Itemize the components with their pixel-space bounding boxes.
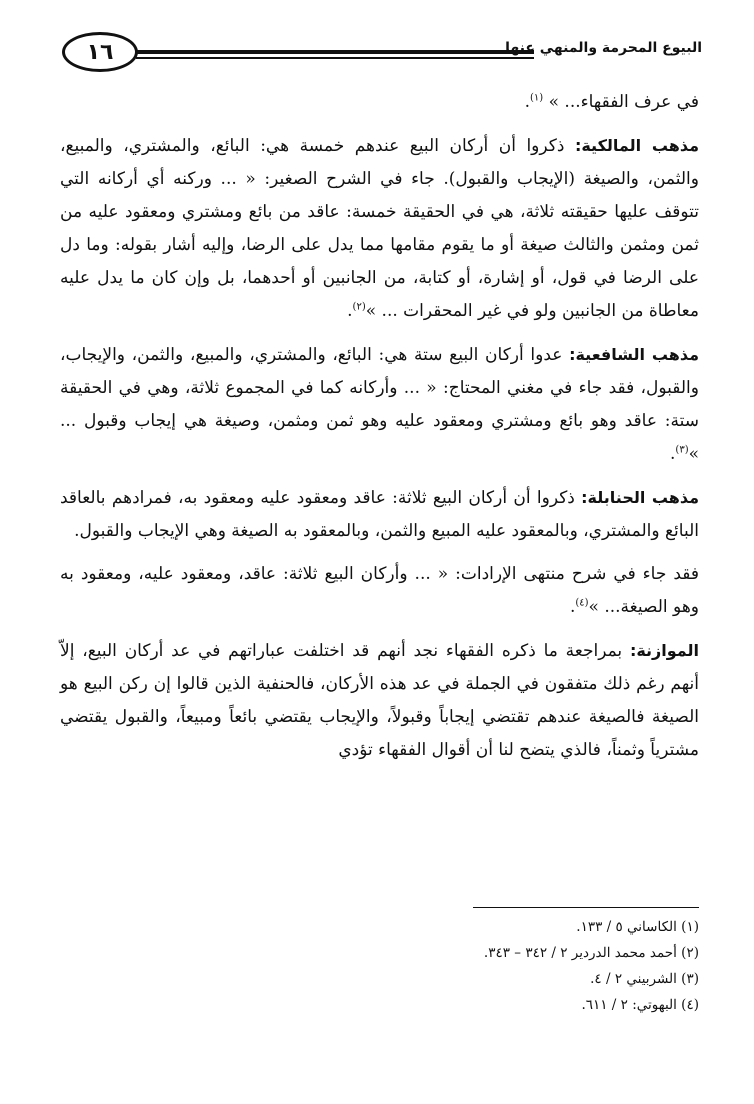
paragraph-quote xyxy=(60,558,699,624)
footnote-item: (١) الكاساني ٥ / ١٣٣. xyxy=(576,919,699,935)
paragraph-maliki xyxy=(60,129,699,328)
paragraph-comparison xyxy=(60,634,699,767)
school-heading: مذهب الحنابلة: xyxy=(581,488,699,507)
header-rule-thin xyxy=(136,57,534,59)
paragraph-text: ذكروا أن أركان البيع ثلاثة: عاقد ومعقود عليه ومعقود به، فمرادهم بالعاقد البائع والمشتري، وبالمعقود عليه المبيع والثمن، وبالمعقود به الصيغة وهي الإيجاب والقبول. xyxy=(60,488,699,541)
school-heading: مذهب الشافعية: xyxy=(569,345,699,364)
paragraph-shafii xyxy=(60,338,699,471)
page-header xyxy=(62,30,702,80)
paragraph-text: في عرف الفقهاء... » xyxy=(548,92,699,112)
footnote-ref: (١) xyxy=(530,92,544,104)
footnote-item: (٤) البهوتي: ٢ / ٦١١. xyxy=(581,997,699,1013)
footnote-item: (٢) أحمد محمد الدردير ٢ / ٣٤٢ – ٣٤٣. xyxy=(483,945,699,961)
page-number-badge xyxy=(62,32,138,72)
running-title: البيوع المحرمة والمنهي عنها xyxy=(505,40,702,56)
paragraph-text: عدوا أركان البيع ستة هي: البائع، والمشتري، والمبيع، والثمن، والإيجاب، والقبول، فقد جاء في مغني المحتاج: « ... وأركانه كما في المجموع ثلاثة، وهي في الحقيقة ستة: عاقد وهو بائع ومشتري ومعقود عليه وهو ثمن ومثمن، وصيغة هي إيجاب وقبول ... » xyxy=(60,345,699,464)
school-heading: الموازنة: xyxy=(629,641,699,660)
paragraph-end: . xyxy=(347,301,353,321)
footnote-item: (٣) الشربيني ٢ / ٤. xyxy=(590,971,699,987)
school-heading: مذهب المالكية: xyxy=(574,136,699,155)
footnotes xyxy=(59,914,699,1018)
footnote-separator xyxy=(473,907,699,908)
footnote-ref: (٤) xyxy=(575,597,589,609)
paragraph-hanbali xyxy=(60,481,699,548)
footnote-ref: (٣) xyxy=(675,444,689,456)
paragraph-end: . xyxy=(524,92,531,112)
page-number: ١٦ xyxy=(86,39,114,65)
paragraph-continuation xyxy=(60,86,699,119)
paragraph-end: . xyxy=(569,597,576,617)
main-text xyxy=(60,86,699,777)
paragraph-text: بمراجعة ما ذكره الفقهاء نجد أنهم قد اختلفت عباراتهم في عد أركان البيع، إلاّ أنهم رغم ذلك متفقون في الجملة في عد هذه الأركان، فالحنفية الذين قالوا إن ركن البيع هو الصيغة فالصيغة عندهم تقتضي إيجاباً وقبولاً، والإيجاب يقتضي بائعاً ومبيعاً، والقبول يقتضي مشترياً وثمناً، فالذي يتضح لنا أن أقوال الفقهاء تؤدي xyxy=(60,641,699,760)
footnote-ref: (٢) xyxy=(352,301,366,313)
paragraph-text: فقد جاء في شرح منتهى الإرادات: « ... وأركان البيع ثلاثة: عاقد، ومعقود عليه، ومعقود به وهو الصيغة... » xyxy=(60,564,699,617)
paragraph-text: ذكروا أن أركان البيع عندهم خمسة هي: البائع، والمشتري، والمبيع، والثمن، والصيغة (الإيجاب والقبول). جاء في الشرح الصغير: « ... وركنه أي أركانه التي تتوقف عليها حقيقته ثلاثة، هي في الحقيقة خمسة: عاقد من بائع ومشتري ومعقود عليه من ثمن ومثمن والثالث صيغة أو ما يقوم مقامها مما يدل على الرضا، وإليه أشار بقوله: وما دل على الرضا في قول، أو إشارة، أو كتابة، من الجانبين أو أحدهما، بل وإن كان ما يدل عليه معاطاة من الجانبين ولو في غير المحقرات ... » xyxy=(60,136,699,321)
header-rule-thick xyxy=(136,50,534,54)
paragraph-end: . xyxy=(670,444,676,464)
